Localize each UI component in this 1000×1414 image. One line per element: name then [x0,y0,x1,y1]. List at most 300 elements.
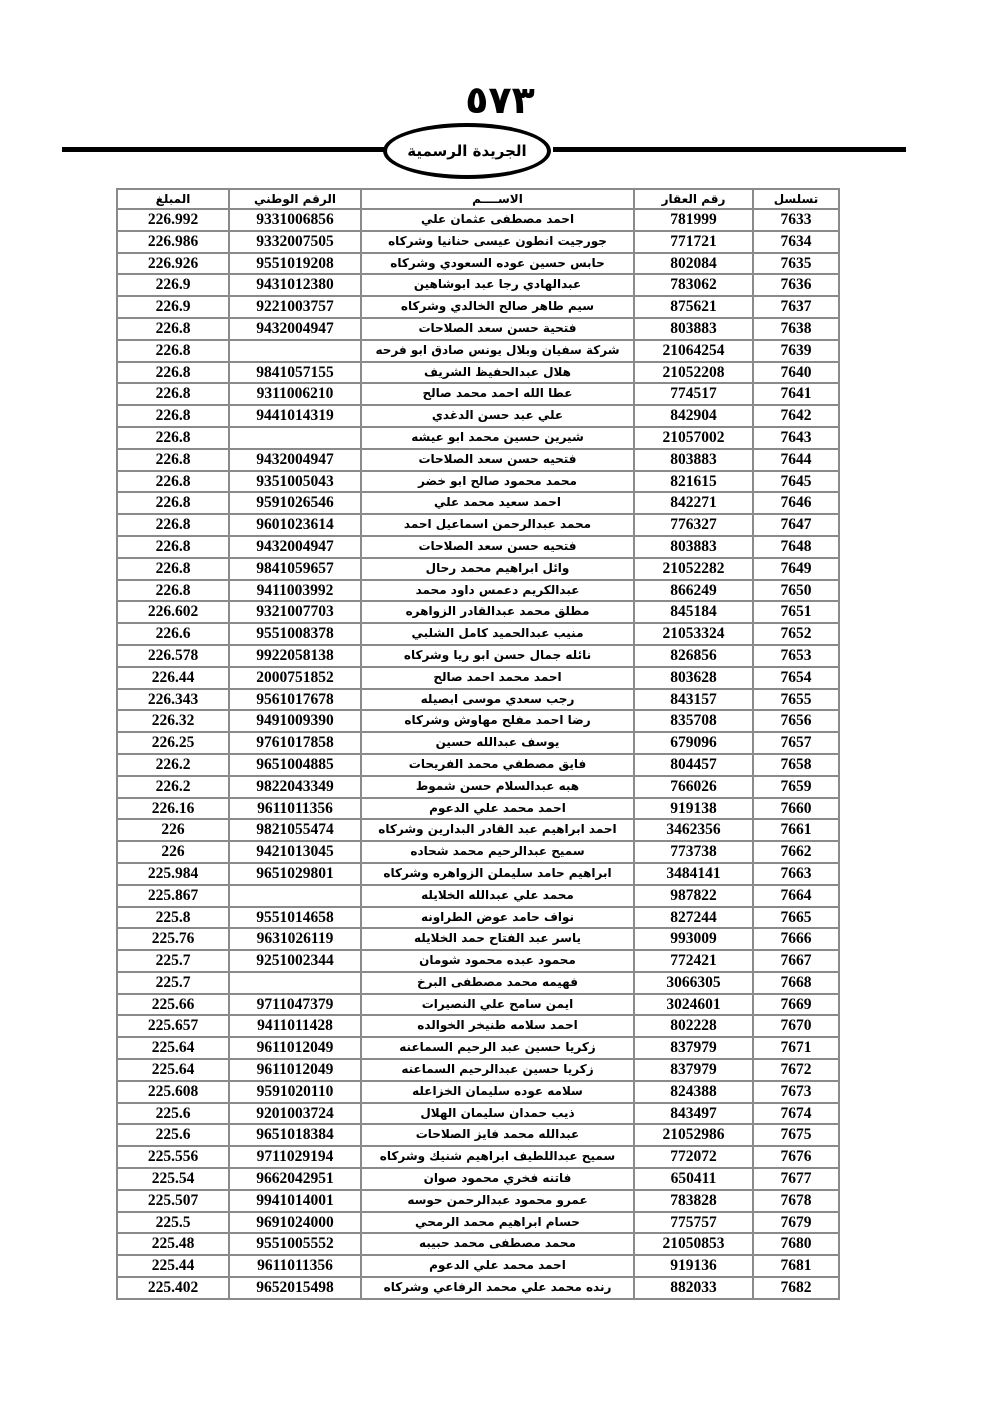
cell-national-id [229,427,361,449]
cell-amount: 226.9 [117,274,229,296]
cell-amount: 225.64 [117,1037,229,1059]
cell-name: محمد عبدالرحمن اسماعيل احمد [361,514,634,536]
table-row [117,383,839,405]
cell-name: احمد مصطفى عثمان علي [361,209,634,231]
cell-property-no: 766026 [634,776,753,798]
cell-property-no: 827244 [634,907,753,929]
cell-amount: 226.8 [117,514,229,536]
cell-serial: 7659 [753,776,839,798]
cell-property-no: 802084 [634,253,753,275]
cell-property-no: 776327 [634,514,753,536]
cell-amount: 226.8 [117,405,229,427]
cell-national-id: 9351005043 [229,471,361,493]
column-header-name: الاســــم [361,189,634,209]
table-row [117,558,839,580]
cell-amount: 226 [117,819,229,841]
cell-name: فتحيه حسن سعد الصلاحات [361,536,634,558]
cell-amount: 226.8 [117,362,229,384]
cell-name: سميح عبدالرحيم محمد شحاده [361,841,634,863]
cell-property-no: 781999 [634,209,753,231]
cell-name: محمد علي عبدالله الخلايله [361,885,634,907]
cell-serial: 7682 [753,1277,839,1299]
cell-name: رنده محمد علي محمد الرفاعي وشركاه [361,1277,634,1299]
cell-national-id: 9201003724 [229,1103,361,1125]
cell-name: سيم طاهر صالح الخالدي وشركاه [361,296,634,318]
cell-serial: 7678 [753,1190,839,1212]
cell-amount: 226.8 [117,340,229,362]
cell-property-no: 3024601 [634,994,753,1016]
table-row [117,1277,839,1299]
cell-property-no: 804457 [634,754,753,776]
cell-amount: 225.76 [117,928,229,950]
table-row [117,1233,839,1255]
cell-amount: 225.984 [117,863,229,885]
cell-amount: 226.8 [117,449,229,471]
table-row [117,1037,839,1059]
cell-property-no: 842271 [634,492,753,514]
cell-serial: 7677 [753,1168,839,1190]
cell-amount: 226.986 [117,231,229,253]
table-row [117,689,839,711]
cell-serial: 7633 [753,209,839,231]
cell-national-id: 9432004947 [229,449,361,471]
cell-serial: 7656 [753,710,839,732]
table-row [117,471,839,493]
cell-name: فتحية حسن سعد الصلاحات [361,318,634,340]
cell-national-id: 9761017858 [229,732,361,754]
cell-amount: 226.8 [117,558,229,580]
cell-national-id: 9551005552 [229,1233,361,1255]
cell-property-no: 919138 [634,798,753,820]
cell-national-id: 9711047379 [229,994,361,1016]
cell-serial: 7672 [753,1059,839,1081]
table-row [117,710,839,732]
cell-property-no: 875621 [634,296,753,318]
cell-amount: 226.8 [117,383,229,405]
cell-national-id: 9251002344 [229,950,361,972]
cell-property-no: 821615 [634,471,753,493]
cell-national-id [229,972,361,994]
cell-serial: 7679 [753,1212,839,1234]
cell-national-id: 9922058138 [229,645,361,667]
cell-serial: 7665 [753,907,839,929]
cell-national-id: 9431012380 [229,274,361,296]
cell-national-id: 9591020110 [229,1081,361,1103]
table-row [117,405,839,427]
cell-serial: 7653 [753,645,839,667]
cell-national-id: 9591026546 [229,492,361,514]
table-row [117,885,839,907]
cell-national-id [229,340,361,362]
table-row [117,449,839,471]
cell-amount: 226.44 [117,667,229,689]
table-row [117,601,839,623]
cell-national-id: 9841057155 [229,362,361,384]
table-row [117,536,839,558]
table-row [117,928,839,950]
cell-amount: 226.8 [117,536,229,558]
cell-amount: 225.6 [117,1124,229,1146]
table-row [117,907,839,929]
cell-name: رجب سعدي موسى ابصيله [361,689,634,711]
column-header-property-no: رقم العقار [634,189,753,209]
cell-property-no: 835708 [634,710,753,732]
cell-name: مطلق محمد عبدالقادر الزواهره [361,601,634,623]
cell-national-id: 9611011356 [229,1255,361,1277]
cell-name: ابراهيم حامد سليملن الزواهره وشركاه [361,863,634,885]
cell-national-id: 9411011428 [229,1015,361,1037]
table-row [117,776,839,798]
cell-serial: 7657 [753,732,839,754]
cell-serial: 7638 [753,318,839,340]
cell-property-no: 987822 [634,885,753,907]
cell-property-no: 650411 [634,1168,753,1190]
cell-national-id: 9332007505 [229,231,361,253]
cell-serial: 7668 [753,972,839,994]
cell-national-id: 9611012049 [229,1059,361,1081]
cell-name: احمد محمد احمد صالح [361,667,634,689]
cell-amount: 226.9 [117,296,229,318]
cell-property-no: 772072 [634,1146,753,1168]
cell-amount: 225.7 [117,972,229,994]
cell-name: رضا احمد مفلح مهاوش وشركاه [361,710,634,732]
cell-property-no: 919136 [634,1255,753,1277]
table-row [117,296,839,318]
column-header-national-id: الرقم الوطني [229,189,361,209]
cell-name: هبه عبدالسلام حسن شموط [361,776,634,798]
cell-property-no: 774517 [634,383,753,405]
cell-national-id: 9651029801 [229,863,361,885]
cell-serial: 7645 [753,471,839,493]
table-row [117,1146,839,1168]
records-table [116,188,840,1300]
cell-serial: 7636 [753,274,839,296]
cell-property-no: 843497 [634,1103,753,1125]
table-row [117,667,839,689]
cell-national-id: 2000751852 [229,667,361,689]
cell-serial: 7642 [753,405,839,427]
cell-property-no: 21050853 [634,1233,753,1255]
table-row [117,362,839,384]
cell-national-id: 9611012049 [229,1037,361,1059]
cell-name: احمد محمد علي الدعوم [361,798,634,820]
cell-national-id: 9662042951 [229,1168,361,1190]
cell-serial: 7646 [753,492,839,514]
cell-amount: 226.16 [117,798,229,820]
cell-amount: 225.8 [117,907,229,929]
cell-serial: 7640 [753,362,839,384]
cell-serial: 7681 [753,1255,839,1277]
cell-property-no: 3462356 [634,819,753,841]
cell-amount: 225.556 [117,1146,229,1168]
cell-serial: 7639 [753,340,839,362]
cell-name: يوسف عبدالله حسين [361,732,634,754]
cell-property-no: 837979 [634,1037,753,1059]
cell-amount: 225.64 [117,1059,229,1081]
table-row [117,318,839,340]
cell-property-no: 771721 [634,231,753,253]
page-number: ٥٧٣ [465,78,535,122]
cell-serial: 7643 [753,427,839,449]
cell-amount: 226.8 [117,580,229,602]
cell-amount: 226.602 [117,601,229,623]
cell-serial: 7676 [753,1146,839,1168]
cell-property-no: 803628 [634,667,753,689]
cell-national-id: 9432004947 [229,318,361,340]
cell-serial: 7664 [753,885,839,907]
cell-property-no: 783828 [634,1190,753,1212]
cell-national-id: 9411003992 [229,580,361,602]
table-row [117,1103,839,1125]
cell-name: نائله جمال حسن ابو ريا وشركاه [361,645,634,667]
cell-national-id: 9331006856 [229,209,361,231]
table-row [117,623,839,645]
cell-name: فهيمه محمد مصطفى البرخ [361,972,634,994]
cell-name: عبدالله محمد فايز الصلاحات [361,1124,634,1146]
cell-name: حسام ابراهيم محمد الرمحي [361,1212,634,1234]
cell-name: منيب عبدالحميد كامل الشلبي [361,623,634,645]
cell-property-no: 803883 [634,449,753,471]
cell-amount: 226.2 [117,754,229,776]
cell-name: محمود عبده محمود شومان [361,950,634,972]
cell-serial: 7648 [753,536,839,558]
cell-property-no: 3484141 [634,863,753,885]
cell-property-no: 21057002 [634,427,753,449]
cell-name: ذيب حمدان سليمان الهلال [361,1103,634,1125]
cell-name: وائل ابراهيم محمد رحال [361,558,634,580]
cell-amount: 226.32 [117,710,229,732]
cell-national-id: 9631026119 [229,928,361,950]
table-header-row [117,189,839,209]
cell-amount: 225.66 [117,994,229,1016]
cell-serial: 7666 [753,928,839,950]
cell-property-no: 802228 [634,1015,753,1037]
cell-amount: 226.926 [117,253,229,275]
cell-amount: 226.992 [117,209,229,231]
cell-property-no: 21052986 [634,1124,753,1146]
cell-property-no: 824388 [634,1081,753,1103]
cell-amount: 226.578 [117,645,229,667]
table-row [117,819,839,841]
cell-amount: 225.7 [117,950,229,972]
table-row [117,1015,839,1037]
cell-property-no: 842904 [634,405,753,427]
cell-name: عبدالكريم دعمس داود محمد [361,580,634,602]
cell-property-no: 783062 [634,274,753,296]
cell-amount: 226 [117,841,229,863]
cell-name: ايمن سامح علي النصيرات [361,994,634,1016]
cell-name: فايق مصطفي محمد الفريحات [361,754,634,776]
cell-name: فتحيه حسن سعد الصلاحات [361,449,634,471]
table-row [117,732,839,754]
table-row [117,972,839,994]
cell-serial: 7674 [753,1103,839,1125]
cell-serial: 7635 [753,253,839,275]
cell-name: حابس حسين عوده السعودي وشركاه [361,253,634,275]
cell-amount: 225.867 [117,885,229,907]
table-row [117,645,839,667]
cell-serial: 7658 [753,754,839,776]
cell-national-id: 9491009390 [229,710,361,732]
cell-property-no: 803883 [634,318,753,340]
table-row [117,514,839,536]
header-rule-left [62,147,385,152]
cell-name: محمد محمود صالح ابو خضر [361,471,634,493]
cell-serial: 7655 [753,689,839,711]
table-row [117,754,839,776]
cell-amount: 225.44 [117,1255,229,1277]
cell-name: جورجيت انطون عيسى حنانيا وشركاه [361,231,634,253]
cell-national-id: 9691024000 [229,1212,361,1234]
cell-serial: 7652 [753,623,839,645]
cell-property-no: 837979 [634,1059,753,1081]
table-row [117,950,839,972]
cell-property-no: 773738 [634,841,753,863]
cell-national-id: 9601023614 [229,514,361,536]
cell-property-no: 679096 [634,732,753,754]
cell-amount: 225.608 [117,1081,229,1103]
cell-property-no: 866249 [634,580,753,602]
cell-name: سميح عبداللطيف ابراهيم شنيك وشركاه [361,1146,634,1168]
cell-name: فاتنه فخري محمود صوان [361,1168,634,1190]
cell-serial: 7663 [753,863,839,885]
cell-national-id: 9652015498 [229,1277,361,1299]
cell-serial: 7644 [753,449,839,471]
cell-amount: 225.402 [117,1277,229,1299]
cell-amount: 225.6 [117,1103,229,1125]
cell-name: زكريا حسين عبدالرحيم السماعنه [361,1059,634,1081]
table-row [117,1255,839,1277]
cell-property-no: 775757 [634,1212,753,1234]
cell-serial: 7647 [753,514,839,536]
cell-national-id: 9421013045 [229,841,361,863]
cell-national-id: 9551008378 [229,623,361,645]
cell-national-id: 9441014319 [229,405,361,427]
cell-national-id: 9551014658 [229,907,361,929]
cell-national-id: 9651004885 [229,754,361,776]
cell-serial: 7637 [753,296,839,318]
table-row [117,798,839,820]
table-row [117,492,839,514]
cell-name: هلال عبدالحفيظ الشريف [361,362,634,384]
cell-name: شركة سفيان وبلال يونس صادق ابو فرحه [361,340,634,362]
cell-name: احمد سعيد محمد علي [361,492,634,514]
cell-name: نواف حامد عوض الطراونه [361,907,634,929]
table-row [117,209,839,231]
table-row [117,340,839,362]
cell-serial: 7660 [753,798,839,820]
cell-name: زكريا حسين عبد الرحيم السماعنه [361,1037,634,1059]
cell-name: سلامه عوده سليمان الخزاعله [361,1081,634,1103]
table-row [117,427,839,449]
cell-serial: 7673 [753,1081,839,1103]
cell-property-no: 826856 [634,645,753,667]
table-row [117,1168,839,1190]
cell-amount: 225.48 [117,1233,229,1255]
cell-amount: 226.2 [117,776,229,798]
cell-national-id: 9432004947 [229,536,361,558]
cell-national-id: 9321007703 [229,601,361,623]
cell-serial: 7680 [753,1233,839,1255]
cell-amount: 226.8 [117,471,229,493]
cell-serial: 7662 [753,841,839,863]
cell-name: احمد محمد علي الدعوم [361,1255,634,1277]
table-row [117,253,839,275]
cell-serial: 7641 [753,383,839,405]
cell-serial: 7650 [753,580,839,602]
cell-name: محمد مصطفى محمد حبيبه [361,1233,634,1255]
column-header-serial: تسلسل [753,189,839,209]
cell-property-no: 993009 [634,928,753,950]
cell-national-id: 9822043349 [229,776,361,798]
table-row [117,1124,839,1146]
cell-amount: 226.343 [117,689,229,711]
cell-national-id: 9651018384 [229,1124,361,1146]
table-row [117,231,839,253]
cell-national-id: 9561017678 [229,689,361,711]
cell-national-id: 9711029194 [229,1146,361,1168]
column-header-amount: المبلغ [117,189,229,209]
cell-amount: 226.6 [117,623,229,645]
table-row [117,994,839,1016]
cell-serial: 7649 [753,558,839,580]
cell-serial: 7675 [753,1124,839,1146]
cell-serial: 7667 [753,950,839,972]
cell-name: شيرين حسين محمد ابو عيشه [361,427,634,449]
cell-serial: 7671 [753,1037,839,1059]
cell-name: احمد ابراهيم عبد القادر البدارين وشركاه [361,819,634,841]
cell-name: عمرو محمود عبدالرحمن حوسه [361,1190,634,1212]
cell-serial: 7654 [753,667,839,689]
cell-amount: 225.5 [117,1212,229,1234]
cell-serial: 7670 [753,1015,839,1037]
cell-national-id: 9821055474 [229,819,361,841]
gazette-title-oval [383,123,551,179]
cell-name: علي عبد حسن الدغدي [361,405,634,427]
cell-property-no: 3066305 [634,972,753,994]
cell-property-no: 843157 [634,689,753,711]
cell-amount: 225.657 [117,1015,229,1037]
table-row [117,1190,839,1212]
cell-national-id [229,885,361,907]
cell-national-id: 9221003757 [229,296,361,318]
cell-serial: 7661 [753,819,839,841]
cell-property-no: 21064254 [634,340,753,362]
table-row [117,1212,839,1234]
cell-amount: 226.25 [117,732,229,754]
table-row [117,841,839,863]
cell-property-no: 21052282 [634,558,753,580]
cell-national-id: 9841059657 [229,558,361,580]
cell-amount: 226.8 [117,492,229,514]
cell-national-id: 9551019208 [229,253,361,275]
cell-property-no: 21052208 [634,362,753,384]
cell-name: ياسر عبد الفتاح حمد الخلايله [361,928,634,950]
cell-property-no: 803883 [634,536,753,558]
cell-name: احمد سلامه طنيخر الخوالده [361,1015,634,1037]
cell-amount: 226.8 [117,318,229,340]
cell-serial: 7669 [753,994,839,1016]
cell-name: عبدالهادي رجا عبد ابوشاهين [361,274,634,296]
cell-amount: 226.8 [117,427,229,449]
cell-national-id: 9311006210 [229,383,361,405]
cell-amount: 225.54 [117,1168,229,1190]
cell-name: عطا الله احمد محمد صالح [361,383,634,405]
gazette-title: الجريدة الرسمية [407,142,527,160]
table-row [117,1081,839,1103]
cell-national-id: 9611011356 [229,798,361,820]
cell-amount: 225.507 [117,1190,229,1212]
